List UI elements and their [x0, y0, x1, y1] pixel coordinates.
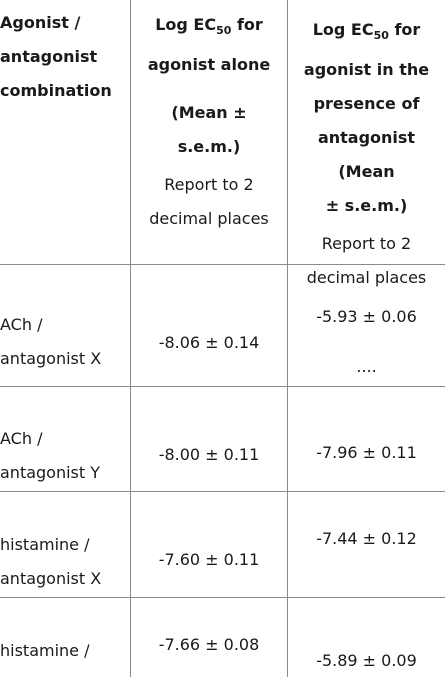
header-text: ± s.e.m.) [325, 196, 408, 216]
table-row-presence-value [288, 300, 445, 384]
cell-text: antagonist X [0, 569, 102, 588]
header-text: Log EC [312, 20, 374, 39]
cell-text: ACh / [0, 315, 43, 334]
table-row-alone-value: -7.60 ± 0.11 [158, 550, 260, 569]
header-text: combination [0, 81, 112, 100]
header-ec50-agonist-alone [131, 8, 287, 236]
header-note: decimal places [149, 209, 269, 229]
cell-text: antagonist Y [0, 463, 101, 482]
header-text: s.e.m.) [177, 137, 241, 157]
row-divider [0, 597, 445, 598]
cell-text: antagonist X [0, 349, 102, 368]
subscript: 50 [373, 29, 389, 43]
cell-text: histamine / [0, 535, 90, 554]
table-row-alone-value: -8.00 ± 0.11 [158, 445, 260, 464]
header-note: Report to 2 [164, 175, 254, 195]
header-text: antagonist [0, 47, 98, 66]
subscript: 50 [216, 24, 232, 38]
header-text: presence of [313, 94, 420, 114]
table-row-presence-value: -7.96 ± 0.11 [316, 443, 417, 462]
cell-text: -5.93 ± 0.06 [316, 307, 417, 326]
header-text: agonist alone [147, 55, 271, 75]
header-text: for [231, 15, 263, 34]
header-text: antagonist (Mean [317, 128, 416, 182]
header-title [131, 8, 287, 48]
cell-text: ACh / [0, 429, 43, 448]
header-text: (Mean ± [171, 103, 247, 123]
row-divider [0, 491, 445, 492]
table-row-presence-value: -7.44 ± 0.12 [316, 529, 417, 548]
table-row-agonist [0, 308, 128, 376]
header-note: Report to 2 [321, 234, 412, 254]
table-row-agonist: histamine / [0, 641, 90, 660]
table-row-alone-value: -8.06 ± 0.14 [158, 333, 260, 352]
header-text: Agonist / [0, 13, 81, 32]
table-row-agonist [0, 422, 128, 490]
header-text: for [388, 20, 421, 39]
cell-note: .... [356, 357, 377, 376]
header-text: agonist in the [303, 60, 430, 80]
header-note: decimal places [306, 268, 427, 288]
table-row-presence-value: -5.89 ± 0.09 [316, 651, 417, 670]
row-divider [0, 386, 445, 387]
header-ec50-presence-of-antagonist [288, 13, 445, 295]
table-row-agonist [0, 528, 128, 596]
table-row-alone-value: -7.66 ± 0.08 [158, 635, 260, 654]
header-text: Log EC [155, 15, 217, 34]
header-agonist-antagonist [0, 6, 128, 108]
header-title [288, 13, 445, 53]
